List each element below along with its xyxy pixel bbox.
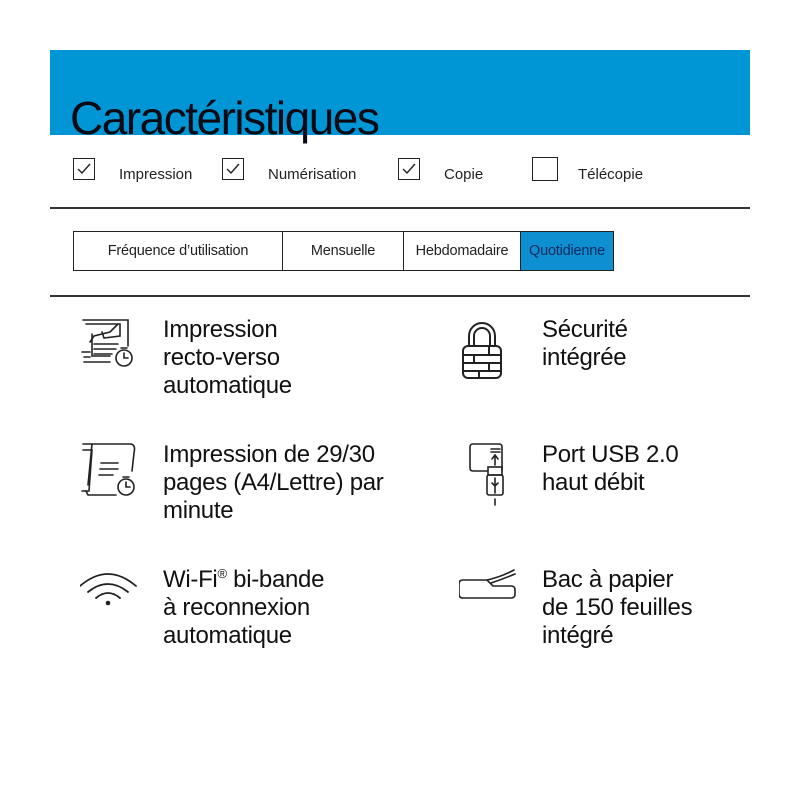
feature-label: Bac à papier de 150 feuilles intégré	[542, 566, 693, 649]
frequency-header: Fréquence d’utilisation	[74, 232, 283, 270]
usb-port-icon	[459, 441, 529, 511]
function-label: Numérisation	[268, 166, 357, 183]
feature-security	[459, 316, 799, 426]
frequency-option-mensuelle: Mensuelle	[283, 232, 404, 270]
impression-checkbox	[73, 158, 95, 180]
padlock-icon	[459, 316, 529, 386]
feature-label: Port USB 2.0 haut débit	[542, 441, 679, 496]
frequency-option-hebdomadaire: Hebdomadaire	[404, 232, 521, 270]
function-label: Copie	[444, 166, 484, 183]
function-label: Télécopie	[578, 166, 644, 183]
registered-mark: ®	[217, 566, 227, 581]
feature-wifi	[80, 566, 420, 676]
check-icon	[76, 161, 92, 177]
header-banner	[50, 50, 750, 144]
function-label: Impression	[119, 166, 193, 183]
feature-usb-port	[459, 441, 799, 551]
usage-frequency-table	[73, 231, 614, 271]
section-divider	[50, 295, 750, 297]
feature-label: Sécurité intégrée	[542, 316, 628, 371]
duplex-print-timer-icon	[80, 316, 150, 386]
feature-label: Wi-Fi® bi-bande à reconnexion automatique	[163, 566, 325, 649]
page-title: Caractéristiques	[70, 91, 379, 144]
feature-print-speed	[80, 441, 420, 551]
print-speed-timer-icon	[80, 441, 150, 511]
copie-checkbox	[398, 158, 420, 180]
check-icon	[401, 161, 417, 177]
functions-checklist	[73, 158, 753, 188]
feature-label: Impression recto-verso automatique	[163, 316, 292, 399]
frequency-option-quotidienne: Quotidienne	[521, 232, 613, 270]
paper-tray-icon	[459, 566, 529, 636]
feature-paper-tray	[459, 566, 799, 676]
section-divider	[50, 207, 750, 209]
feature-duplex-printing	[80, 316, 420, 426]
telecopie-checkbox	[532, 157, 558, 181]
check-icon	[225, 161, 241, 177]
feature-label: Impression de 29/30 pages (A4/Lettre) par minute	[163, 441, 384, 524]
numerisation-checkbox	[222, 158, 244, 180]
wifi-icon	[80, 566, 150, 636]
